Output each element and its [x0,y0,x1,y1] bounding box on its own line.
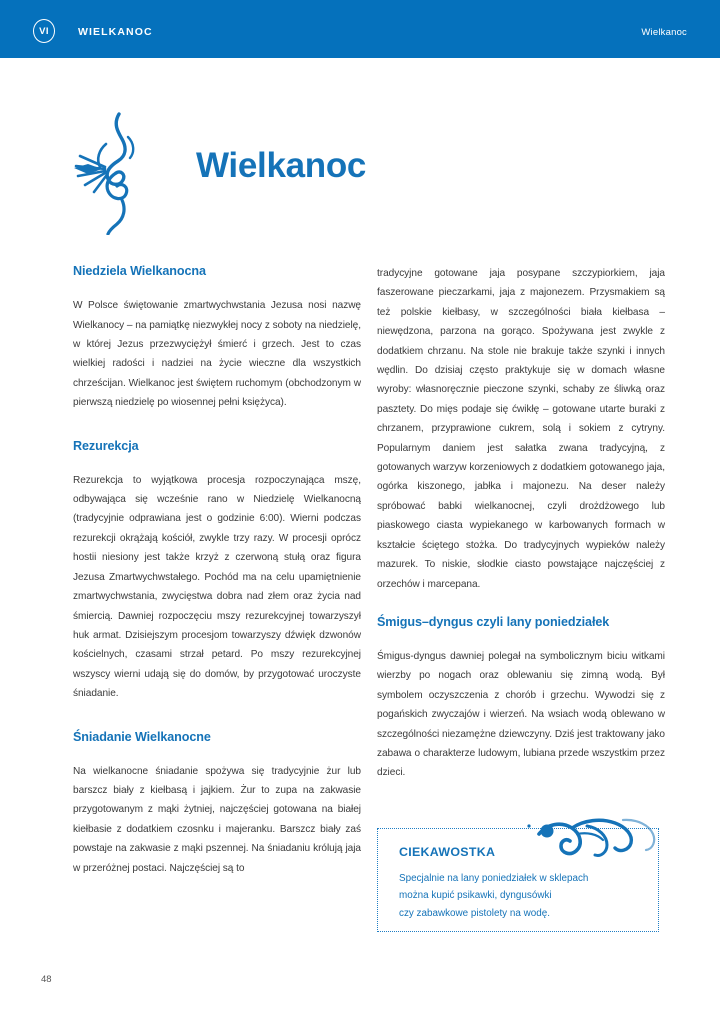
page-title: Wielkanoc [196,146,367,185]
ciekawostka-line: można kupić psikawki, dyngusówki [399,890,552,902]
chapter-title: WIELKANOC [78,26,153,38]
paragraph-sniadanie-continued: tradycyjne gotowane jaja posypane szczypiorkiem, jaja faszerowane pieczarkami, jaja z majonezem. Przysmakiem są też polskie kiełbasy, w szczególności biała kiełbasa – niewędzona, parzona na gorąco. Spożywana jest zwykle z dodatkiem chrzanu. Na stole nie brakuje także szynki i innych wędlin. Do dzisiaj często praktykuje się w domach własne wyroby: własnoręcznie pieczone szynki, schaby ze śliwką oraz pasztety. Do mięs podaje się ćwikłę – gotowane utarte buraki z chrzanem, przyprawione cukrem, solą i sokiem z cytryny. Popularnym daniem jest sałatka zwana tradycyjną, z gotowanych warzyw korzeniowych z dodatkiem gotowanego jaja, ogórka kiszonego, jabłka i majonezu. Na deser należy spróbować babki wielkanocnej, czyli drożdżowego lub piaskowego ciasta wypiekanego w karbowanych formach w kształcie ściętego stożka. Do tradycyjnych wypieków należy mazurek. To niskie, słodkie ciasto powstające najczęściej z orzechów i marcepana. [377,268,665,590]
page-number: 48 [41,974,52,985]
ciekawostka-line: Specjalnie na lany poniedziałek w sklepach [399,873,589,884]
paragraph-smigus-dyngus: Śmigus-dyngus dawniej polegał na symbolicznym biciu witkami wierzby po nogach oraz oblewaniu się zimną wodą. Był symbolem oczyszczenia z chorób i grzechu. Wywodzi się z pogańskich zwyczajów i wierzeń. Na wsiach wodą oblewano w szczególności niezamężne dziewczyny. Dziś jest traktowany jako zabawa o charakterze ludowym, lubiana przede wszystkim przez dzieci. [377,651,665,779]
chapter-number-badge: VI [33,19,55,43]
ciekawostka-text [399,870,644,922]
ciekawostka-line: czy zabawkowe pistolety na wodę. [399,907,550,919]
left-column [73,264,361,878]
paragraph-sniadanie: Na wielkanocne śniadanie spożywa się tradycyjnie żur lub barszcz biały z kiełbasą i jajkiem. Żur to zupa na zakwasie przygotowanym z mąki żytniej, najczęściej gotowana na białej kiełbasie z dodatkiem czosnku i majeranku. Barszcz biały zaś powstaje na zakwasie z mąki pszennej. Na śniadaniu królują jaja w przeróżnej postaci. Najczęściej są to [73,765,361,874]
section-heading-sniadanie: Śniadanie Wielkanocne [73,729,211,744]
ciekawostka-title: CIEKAWOSTKA [399,845,496,859]
paragraph-niedziela: W Polsce świętowanie zmartwychwstania Jezusa nosi nazwę Wielkanocy – na pamiątkę niezwykłej nocy z soboty na niedzielę, w której Jezus przezwyciężył śmierć i grzech. Jest to czas wielkiej radości i nadziei na życie wieczne dla wszystkich chrześcijan. Wielkanoc jest świętem ruchomym (obchodzonym w pierwszą niedzielę po wiosennej pełni księżyca). [73,300,361,409]
section-heading-smigus-dyngus: Śmigus–dyngus czyli lany poniedziałek [377,614,610,629]
page-header [0,0,720,58]
paragraph-rezurekcja: Rezurekcja to wyjątkowa procesja rozpoczynająca mszę, odbywająca się wcześnie rano w Niedzielę Wielkanocną (tradycyjnie odprawiana jest o godzinie 6:00). Wierni podczas rezurekcji okrążają kościół, zwykle trzy razy. W procesji oprócz hostii niesiony jest także krzyż z czerwoną stułą oraz figura Jezusa Zmartwychwstałego. Pochód ma na celu upamiętnienie zmartwychwstania, zwycięstwa dobra nad złem oraz życia nad śmiercią. Dawniej rozpoczęciu mszy rezurekcyjnej towarzyszył huk armat. Dzisiejszym procesjom towarzyszy dźwięk dzwonów kościelnych, czasami strzał petard. Po mszy rezurekcyjnej wszyscy wierni udają się do domów, by przygotować uroczyste śniadanie. [73,474,361,700]
title-block [72,110,472,235]
section-heading-rezurekcja: Rezurekcja [73,438,139,453]
right-column [377,264,665,783]
ciekawostka-box [377,828,659,932]
section-heading-niedziela: Niedziela Wielkanocna [73,264,206,278]
floral-flourish-icon [72,110,152,235]
header-right-label: Wielkanoc [641,27,687,38]
